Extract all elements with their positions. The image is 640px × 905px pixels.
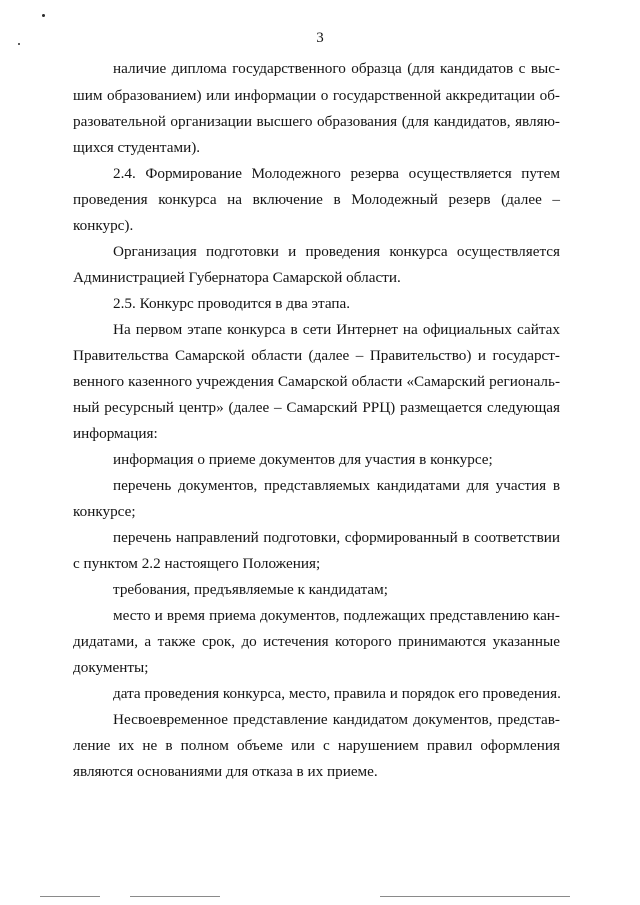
text-line: щихся студентами). bbox=[73, 139, 201, 156]
text-line: с пунктом 2.2 настоящего Положения; bbox=[73, 555, 321, 572]
text-line: ный ресурсный центр» (далее – Самарский РРЦ) размещается следующая bbox=[73, 399, 560, 416]
text-line: документы; bbox=[73, 659, 149, 676]
text-line: место и время приема документов, подлежащих представлению кан- bbox=[113, 607, 560, 624]
text-line: венного казенного учреждения Самарской области «Самарский региональ- bbox=[73, 373, 560, 390]
text-line: наличие диплома государственного образца (для кандидатов с выс- bbox=[113, 60, 560, 77]
text-line: дидатами, а также срок, до истечения которого принимаются указанные bbox=[73, 633, 560, 650]
text-line: конкурсе; bbox=[73, 503, 136, 520]
text-line: Правительства Самарской области (далее – Правительство) и государст- bbox=[73, 347, 560, 364]
text-line: разовательной организации высшего образования (для кандидатов, являю- bbox=[73, 113, 560, 130]
text-line: Несвоевременное представление кандидатом документов, представ- bbox=[113, 711, 560, 728]
text-line: На первом этапе конкурса в сети Интернет на официальных сайтах bbox=[113, 321, 560, 338]
text-line: Администрацией Губернатора Самарской области. bbox=[73, 269, 401, 286]
text-line: перечень документов, представляемых кандидатами для участия в bbox=[113, 477, 560, 494]
text-line: перечень направлений подготовки, сформированный в соответствии bbox=[113, 529, 560, 546]
scan-speck-top-left bbox=[42, 14, 45, 17]
text-line: конкурс). bbox=[73, 217, 134, 234]
text-line: 2.4. Формирование Молодежного резерва осуществляется путем bbox=[113, 165, 560, 182]
scan-artifact-bottom-left bbox=[40, 896, 100, 897]
text-line: Организация подготовки и проведения конкурса осуществляется bbox=[113, 243, 560, 260]
scan-artifact-bottom-mid bbox=[130, 896, 220, 897]
text-line: проведения конкурса на включение в Молодежный резерв (далее – bbox=[73, 191, 560, 208]
page-number: 3 bbox=[316, 30, 324, 46]
text-line: дата проведения конкурса, место, правила и порядок его проведения. bbox=[113, 685, 561, 702]
text-line: ление их не в полном объеме или с нарушением правил оформления bbox=[73, 737, 560, 754]
scan-artifact-bottom-right bbox=[380, 896, 570, 897]
text-line: являются основаниями для отказа в их приеме. bbox=[73, 763, 378, 780]
text-line: информация о приеме документов для участия в конкурсе; bbox=[113, 451, 493, 468]
text-line: информация: bbox=[73, 425, 158, 442]
text-line: требования, предъявляемые к кандидатам; bbox=[113, 581, 388, 598]
text-line: шим образованием) или информации о государственной аккредитации об- bbox=[73, 87, 560, 104]
text-line: 2.5. Конкурс проводится в два этапа. bbox=[113, 295, 351, 312]
